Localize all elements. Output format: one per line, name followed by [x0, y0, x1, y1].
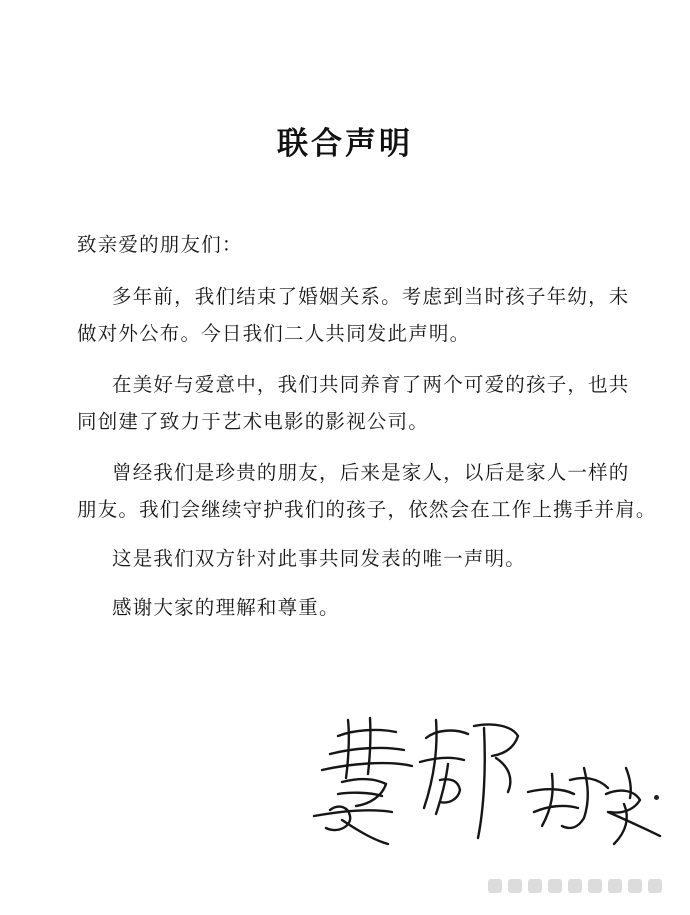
paragraph-1-line-1: 多年前，我们结束了婚姻关系。考虑到当时孩子年幼，未 — [112, 285, 630, 308]
paragraph-3-line-1: 曾经我们是珍贵的朋友，后来是家人，以后是家人一样的 — [112, 461, 630, 484]
paragraph-2-line-2: 同创建了致力于艺术电影的影视公司。 — [77, 410, 429, 433]
corner-watermark — [488, 875, 678, 897]
paragraph-2-line-1: 在美好与爱意中，我们共同养育了两个可爱的孩子，也共 — [112, 373, 630, 396]
paragraph-3-line-2: 朋友。我们会继续守护我们的孩子，依然会在工作上携手并肩。 — [77, 498, 657, 521]
document-title: 联合声明 — [277, 126, 413, 162]
greeting-line: 致亲爱的朋友们： — [77, 233, 243, 256]
signature-dot — [654, 795, 659, 800]
handwritten-signature — [308, 708, 678, 858]
paragraph-1-line-2: 做对外公布。今日我们二人共同发此声明。 — [77, 322, 471, 345]
paragraph-4-line: 这是我们双方针对此事共同发表的唯一声明。 — [112, 547, 527, 570]
paragraph-5-line: 感谢大家的理解和尊重。 — [112, 596, 340, 619]
